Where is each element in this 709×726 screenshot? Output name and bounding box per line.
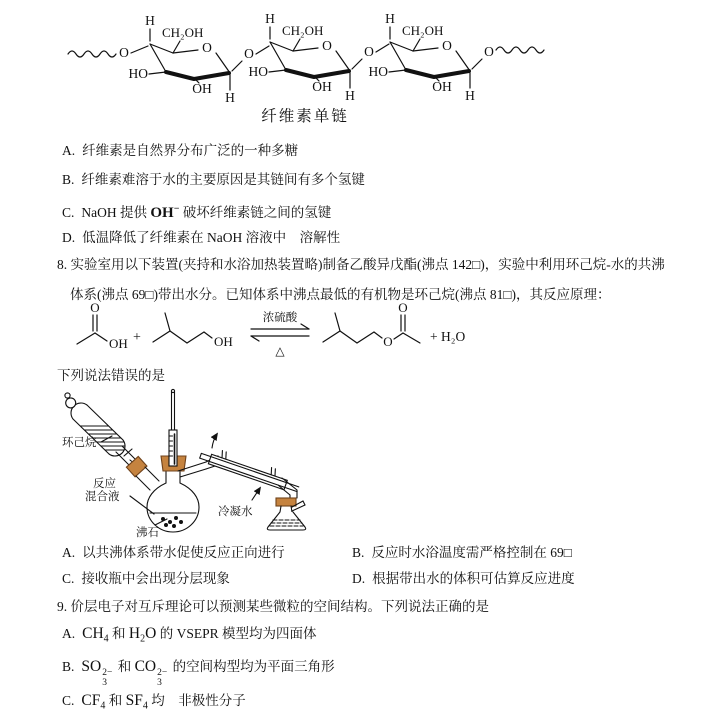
option-row-8b [352,543,572,563]
distillation-apparatus-figure [60,386,332,541]
option-text: $CF_4$ 和 $SF_4$ 均 非极性分子 [81,692,246,712]
atom-label-h: H [145,13,155,28]
atom-label-ch2oh: CH₂OH [402,23,444,38]
atom-label-oh: OH [432,79,452,94]
funnel-ball-stopper [66,398,76,408]
atom-label-oh: OH [109,336,128,351]
option-text: NaOH 提供 OH− 破坏纤维素链之间的氢键 [81,203,332,221]
option-row-9b [62,657,335,689]
atom-label-o: O [398,300,408,315]
atom-label-oh: OH [312,79,332,94]
option-label: D. [352,571,366,586]
option-label: B. [62,659,75,674]
atom-label-h: H [345,88,355,103]
option-row-8d [352,569,575,589]
water-outlet-nozzle [220,451,224,458]
option-row-7d [62,228,340,248]
atom-label-o: O [322,38,332,53]
mixture-label-line2: 混合液 [85,491,120,503]
atom-label-o: O [90,300,100,315]
atom-label-o: O [364,44,374,59]
glucose-ring-1 [129,13,270,105]
receiver-stopper [276,498,296,506]
thermometer [169,389,177,466]
option-label: B. [62,172,75,187]
stem-line-1: 8. 实验室用以下装置(夹持和水浴加热装置略)制备乙酸异戊酯(沸点 142□)，实验中利用环己烷-水的共沸 [57,257,665,272]
atom-label-o: O [484,44,494,59]
condenser [199,444,302,494]
delta-heat-symbol: △ [275,344,285,358]
condenser-water-label: 冷凝水 [218,506,253,518]
option-label: C. [62,204,75,220]
figure-caption: 纤维素单链 [261,108,349,125]
option-text: 低温降低了纤维素在 NaOH 溶液中 溶解性 [82,230,341,245]
isoamyl-alcohol-structure [153,313,212,343]
option-label: A. [62,143,76,158]
polymer-wavy-right [496,47,544,53]
atom-label-o: O [442,38,452,53]
round-bottom-flask [147,470,199,532]
option-label: D. [62,230,76,245]
atom-label-oh: OH [214,334,233,349]
question-8-prompt: 下列说法错误的是 [57,368,165,383]
water-in-arrow [252,488,260,500]
water-out-arrow [212,434,217,448]
option-label: C. [62,693,75,708]
atom-label-ho: HO [368,64,388,79]
atom-label-o: O [383,334,393,349]
option-text: $CH_4$ 和 $H_2O$ 的 VSEPR 模型均为四面体 [82,625,317,645]
atom-label-o: O [244,46,254,61]
water-inlet-nozzle [269,468,273,475]
catalyst-label: 浓硫酸 [262,312,298,324]
option-row-8c [62,569,230,589]
option-text: 根据带出水的体积可估算反应进度 [372,571,575,586]
option-text: 纤维素难溶于水的主要原因是其链间有多个氢键 [81,172,365,187]
cellulose-structure-figure [60,6,565,106]
glucose-ring-2 [249,11,390,103]
isoamyl-acetate-structure [323,313,420,343]
side-neck-stopper [126,456,147,476]
atom-label-ch2oh: CH₂OH [162,25,204,40]
acetic-acid-structure [77,315,107,344]
option-text: 以共沸体系带水促使反应正向进行 [82,545,285,560]
atom-label-h: H [385,11,395,26]
glucose-ring-3 [369,11,495,103]
atom-label-oh: OH [192,81,212,96]
stem-line-2: 体系(沸点 69□)带出水分。已知体系中沸点最低的有机物是环己烷(沸点 81□)，其反应原理： [70,287,611,302]
reaction-equation-figure [55,300,475,364]
question-9-stem: 9. 价层电子对互斥理论可以预测某些微粒的空间结构。下列说法正确的是 [57,599,489,614]
atom-label-h: H [265,11,275,26]
atom-label-ch2oh: CH₂OH [282,23,324,38]
option-text: 反应时水浴温度需严格控制在 69□ [371,545,572,560]
option-label: C. [62,571,75,586]
atom-label-h: H [465,88,475,103]
cyclohexane-label: 环己烷 [62,437,97,449]
option-label: B. [352,545,365,560]
mixture-label-line1: 反应 [93,478,116,490]
option-text: SO 2− 3 和 CO 2− 3 的空间构型均为平面三角形 [81,658,335,689]
option-row-7c [62,199,331,223]
dropping-funnel [65,393,136,466]
atom-label-ho: HO [128,66,148,81]
option-row-7b [62,170,365,190]
option-row-8a [62,543,285,563]
option-text: 接收瓶中会出现分层现象 [81,571,230,586]
zeolite-label: 沸石 [136,527,159,539]
atom-label-h: H [225,90,235,105]
atom-label-ho: HO [248,64,268,79]
equilibrium-arrows [251,324,309,341]
atom-label-o: O [202,40,212,55]
polymer-wavy-left [68,51,116,57]
option-text: 纤维素是自然界分布广泛的一种多糖 [82,143,299,158]
plus-sign: + [133,330,141,345]
atom-label-o: O [119,45,129,60]
option-row-7a [62,141,298,161]
water-product-label: + H₂O [430,329,466,344]
receiving-flask [267,498,305,530]
option-label: A. [62,626,76,641]
option-row-9a [62,624,316,650]
option-row-9c [62,691,246,717]
option-label: A. [62,545,76,560]
